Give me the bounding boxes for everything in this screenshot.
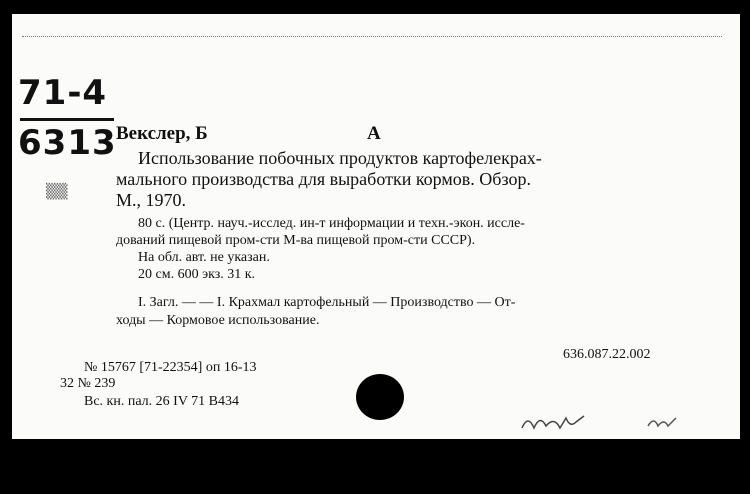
top-perforation xyxy=(22,36,722,37)
scan-border xyxy=(0,439,750,494)
author: Векслер, Б xyxy=(116,123,208,144)
record-line-3: Вс. кн. пал. 26 IV 71 В434 xyxy=(84,394,240,409)
subjects-line-1: I. Загл. — — I. Крахмал картофельный — Производство — От- xyxy=(138,295,516,310)
letter-mark: А xyxy=(367,123,381,144)
faint-stamp: ▒▒ xyxy=(46,184,68,200)
description-line-4: 20 см. 600 экз. 31 к. xyxy=(138,267,256,282)
handwritten-scribble xyxy=(512,406,712,439)
description-line-3: На обл. авт. не указан. xyxy=(138,250,270,265)
call-number-top: 71-4 xyxy=(18,73,108,113)
title-line-3: М., 1970. xyxy=(116,190,187,210)
record-line-1: № 15767 [71-22354] оп 16-13 xyxy=(84,360,257,375)
punch-hole xyxy=(356,374,404,420)
description-line-2: дований пищевой пром-сти М-ва пищевой пром-сти СССР). xyxy=(116,233,476,248)
classification-number: 636.087.22.002 xyxy=(563,347,651,362)
record-line-2: 32 № 239 xyxy=(60,376,116,391)
call-number-bottom: 6313 xyxy=(18,123,117,163)
description-line-1: 80 с. (Центр. науч.-исслед. ин-т информации и техн.-экон. иссле- xyxy=(138,216,525,231)
title-line-2: мального производства для выработки кормов. Обзор. xyxy=(116,169,531,189)
title-line-1: Использование побочных продуктов картофелекрах- xyxy=(138,148,542,168)
catalog-card xyxy=(12,14,740,439)
call-number-divider xyxy=(20,118,114,121)
subjects-line-2: ходы — Кормовое использование. xyxy=(116,313,320,328)
